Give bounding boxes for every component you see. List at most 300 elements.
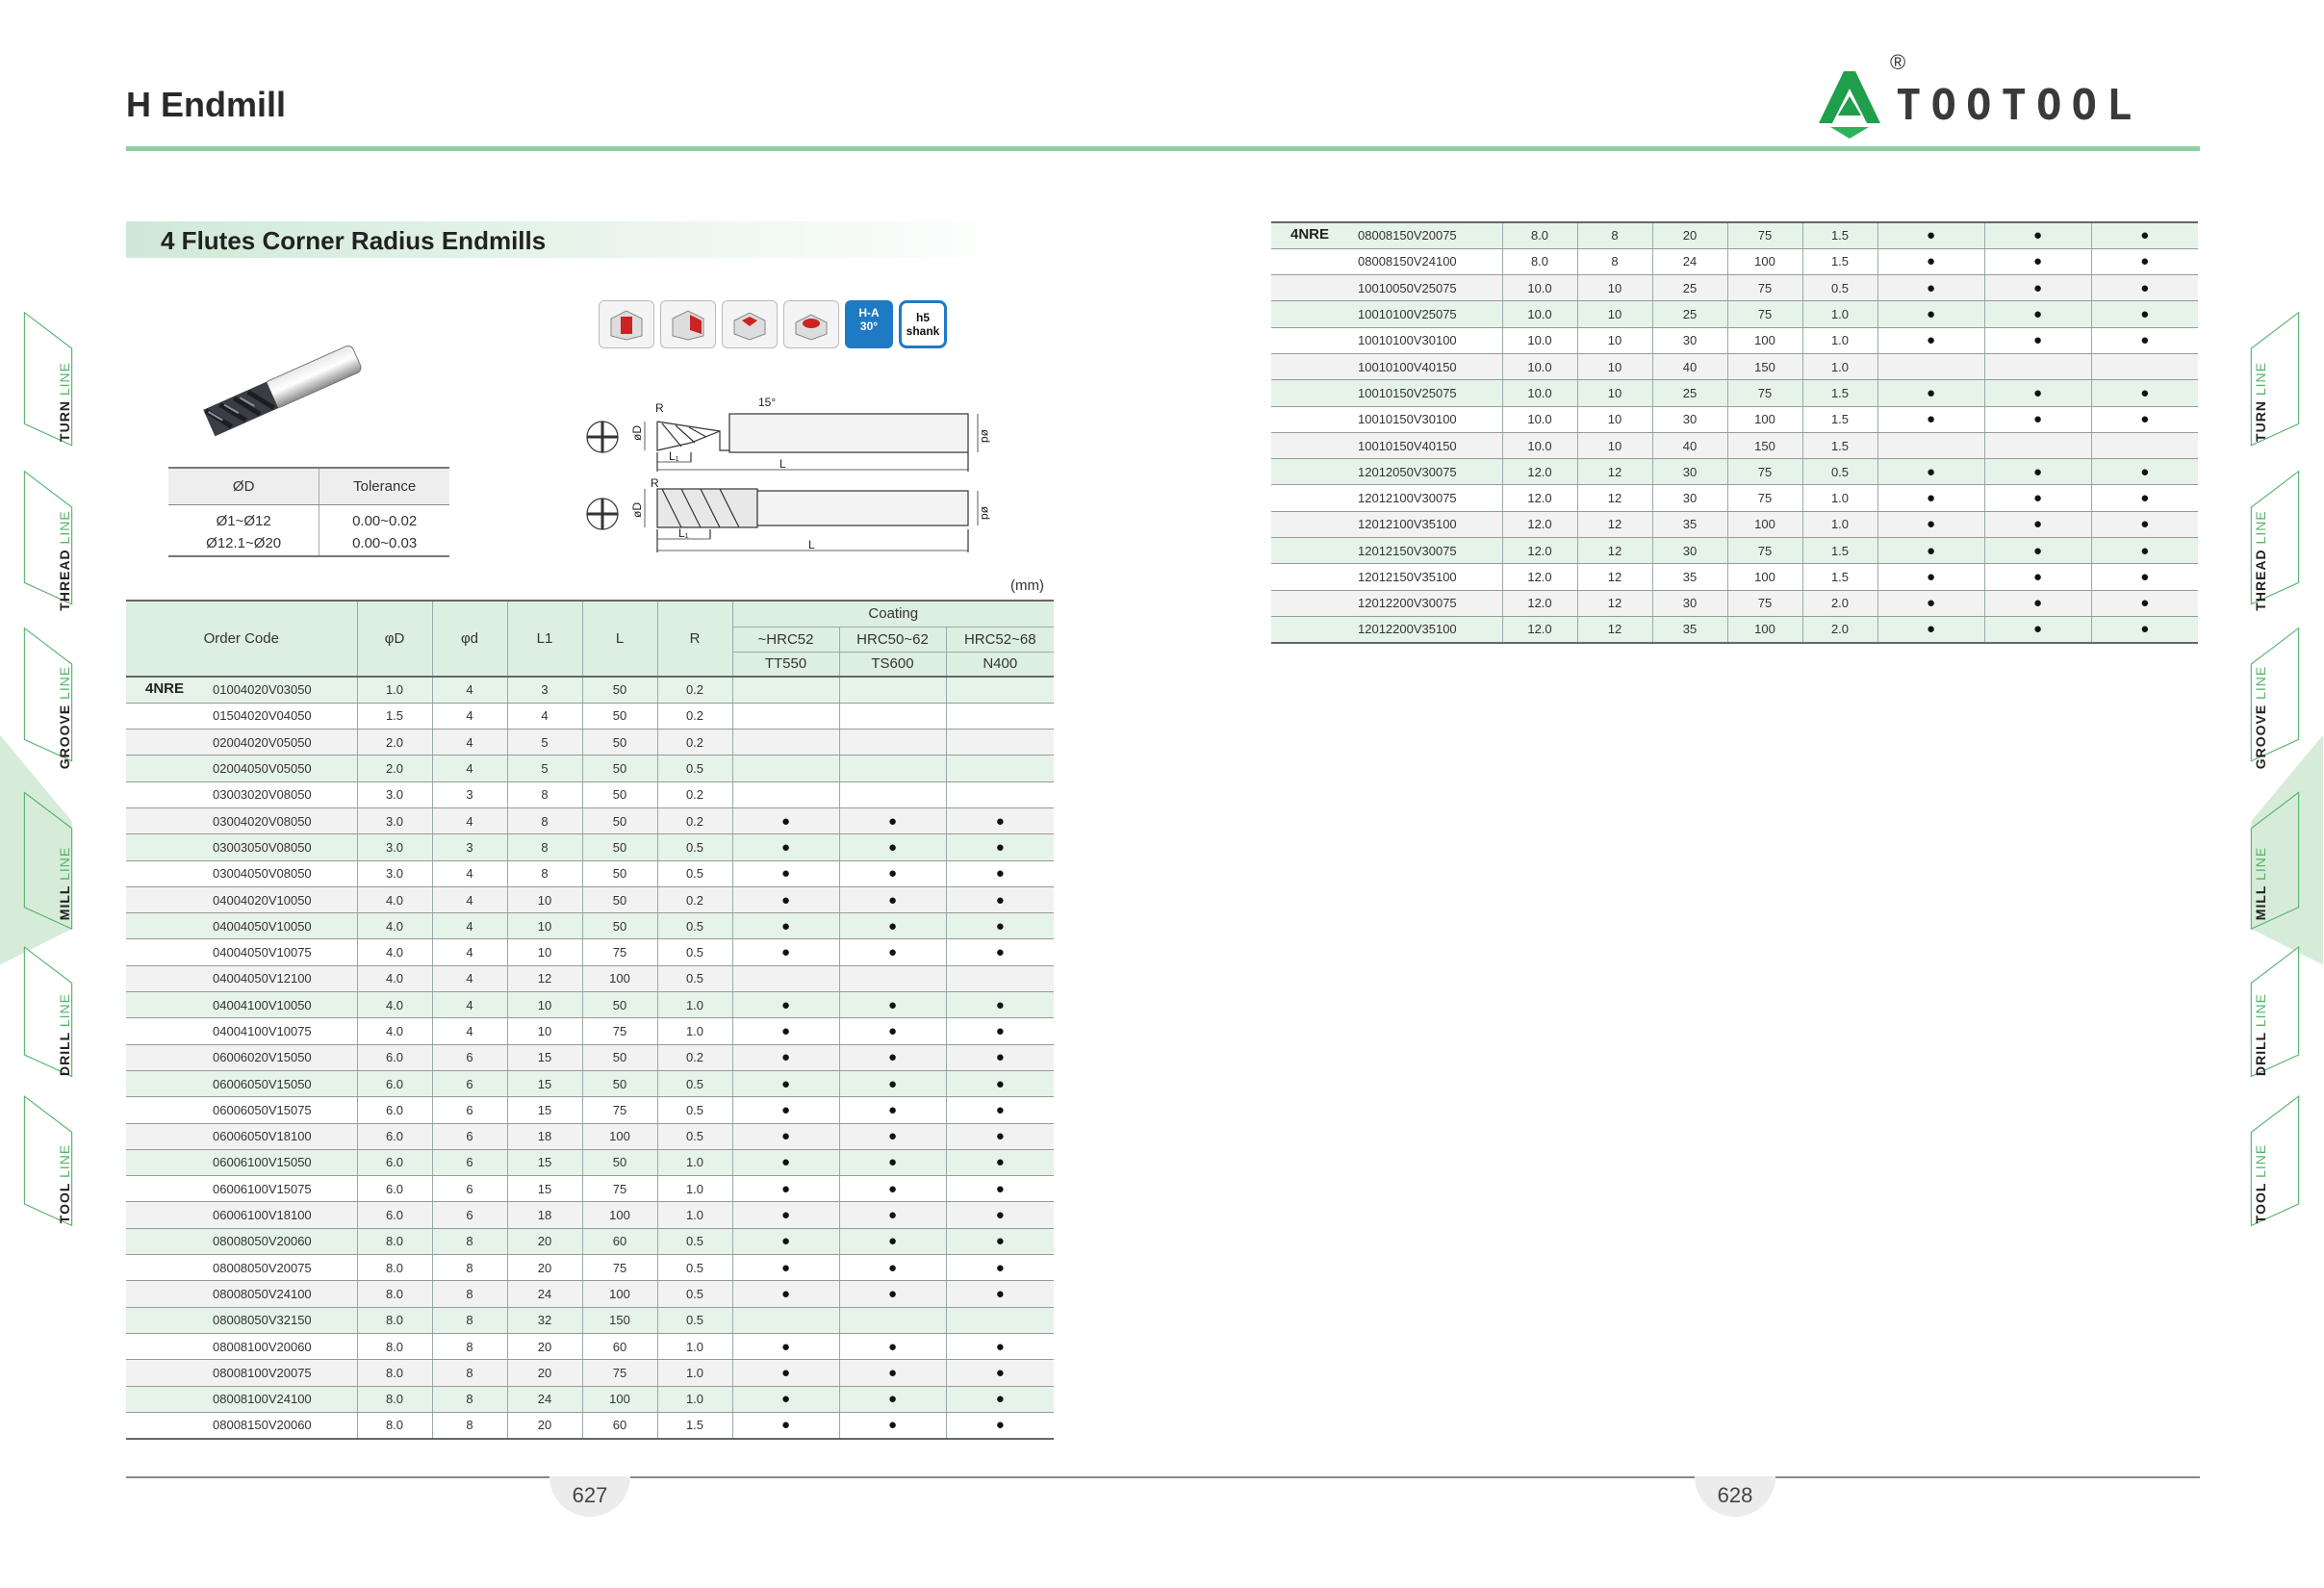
order-code: 12012150V35100: [1358, 570, 1457, 584]
coating-cell: [1984, 511, 2091, 537]
header-grade-3: N400: [946, 652, 1054, 677]
phi-D-cell: 2.0: [357, 730, 432, 756]
table-row: [126, 965, 1054, 991]
header-hrc-1: ~HRC52: [732, 627, 839, 652]
order-code-cell: [126, 965, 357, 991]
table-row: [126, 1255, 1054, 1281]
phi-d-cell: 6: [432, 1097, 507, 1123]
coating-cell: [1877, 459, 1984, 485]
r-cell: 0.2: [657, 807, 732, 833]
side-tab-tool[interactable]: [2227, 1112, 2292, 1256]
l-cell: 50: [582, 1070, 657, 1096]
order-code: 12012200V30075: [1358, 596, 1457, 611]
coating-cell: [946, 781, 1054, 807]
order-code-cell: [126, 1123, 357, 1149]
order-code-cell: [126, 1228, 357, 1254]
availability-dot: ●: [780, 1075, 791, 1092]
coating-cell: [839, 1255, 946, 1281]
l1-cell: 25: [1652, 275, 1727, 301]
availability-dot: ●: [887, 917, 898, 935]
phi-D-cell: 3.0: [357, 807, 432, 833]
availability-dot: ●: [887, 996, 898, 1013]
phi-d-cell: 8: [432, 1360, 507, 1386]
l1-cell: 30: [1652, 485, 1727, 511]
side-tab-line: LINE: [57, 362, 72, 397]
coating-cell: [2091, 406, 2198, 432]
phi-D-cell: 12.0: [1502, 590, 1577, 616]
phi-d-cell: 10: [1577, 327, 1652, 353]
feature-icons: [599, 300, 947, 348]
drawing-l-bottom: L: [808, 538, 815, 551]
availability-dot: ●: [887, 1364, 898, 1381]
order-code-cell: [126, 1202, 357, 1228]
coating-cell: [1984, 485, 2091, 511]
l1-cell: 35: [1652, 511, 1727, 537]
table-row: [1271, 380, 2198, 406]
table-row: [126, 807, 1054, 833]
order-code: 08008150V20075: [1358, 228, 1457, 243]
r-cell: 1.5: [1802, 380, 1877, 406]
coating-cell: [2091, 590, 2198, 616]
coating-cell: [2091, 459, 2198, 485]
coating-cell: [946, 965, 1054, 991]
table-row: [126, 1176, 1054, 1202]
phi-d-cell: 4: [432, 677, 507, 703]
coating-cell: [839, 756, 946, 781]
coating-cell: [1877, 432, 1984, 458]
coating-cell: [839, 1070, 946, 1096]
order-code: 10010050V25075: [1358, 280, 1457, 295]
coating-cell: [839, 1097, 946, 1123]
availability-dot: ●: [780, 865, 791, 883]
coating-cell: [946, 939, 1054, 965]
coating-cell: [946, 860, 1054, 886]
availability-dot: ●: [995, 838, 1005, 856]
side-tab-tool[interactable]: [33, 1112, 98, 1256]
availability-dot: ●: [887, 1391, 898, 1408]
coating-cell: [839, 1307, 946, 1333]
coating-cell: [839, 1123, 946, 1149]
header-grade-2: TS600: [839, 652, 946, 677]
phi-D-cell: 3.0: [357, 781, 432, 807]
spec-table-left: [126, 600, 1054, 1440]
r-cell: 1.0: [657, 1386, 732, 1412]
tolerance-cell: 0.00~0.03: [319, 532, 449, 556]
availability-dot: ●: [995, 1338, 1005, 1355]
availability-dot: ●: [780, 1417, 791, 1434]
order-code: 08008150V24100: [1358, 254, 1457, 269]
r-cell: 0.5: [657, 1228, 732, 1254]
phi-D-cell: 10.0: [1502, 353, 1577, 379]
availability-dot: ●: [2140, 332, 2150, 349]
table-row: [126, 1228, 1054, 1254]
order-code: 04004100V10050: [213, 997, 312, 1012]
l1-cell: 10: [507, 913, 582, 939]
availability-dot: ●: [995, 1391, 1005, 1408]
l-cell: 75: [582, 1018, 657, 1044]
table-row: [126, 834, 1054, 860]
phi-D-cell: 8.0: [357, 1412, 432, 1438]
r-cell: 0.5: [657, 1070, 732, 1096]
order-code-cell: [126, 1149, 357, 1175]
l-cell: 100: [1727, 564, 1802, 590]
availability-dot: ●: [887, 1023, 898, 1039]
r-cell: 0.5: [657, 939, 732, 965]
availability-dot: ●: [887, 838, 898, 856]
drawing-l-top: L: [779, 457, 786, 471]
order-code: 08008100V20060: [213, 1339, 312, 1354]
r-cell: 0.5: [657, 965, 732, 991]
r-cell: 1.0: [1802, 327, 1877, 353]
coating-cell: [732, 1202, 839, 1228]
phi-D-cell: 6.0: [357, 1097, 432, 1123]
availability-dot: ●: [887, 891, 898, 909]
order-code-cell: [1271, 459, 1502, 485]
availability-dot: ●: [1926, 411, 1936, 428]
availability-dot: ●: [887, 1285, 898, 1302]
availability-dot: ●: [780, 1049, 791, 1066]
phi-D-cell: 12.0: [1502, 616, 1577, 642]
l-cell: 100: [1727, 327, 1802, 353]
availability-dot: ●: [1926, 463, 1936, 480]
availability-dot: ●: [2032, 542, 2043, 559]
coating-cell: [946, 1070, 1054, 1096]
coating-cell: [732, 730, 839, 756]
coating-cell: [732, 992, 839, 1018]
availability-dot: ●: [780, 917, 791, 935]
l-cell: 100: [1727, 511, 1802, 537]
coating-cell: [1877, 590, 1984, 616]
phi-d-cell: 3: [432, 781, 507, 807]
l1-cell: 5: [507, 756, 582, 781]
order-code-cell: [1271, 222, 1502, 248]
availability-dot: ●: [887, 1207, 898, 1224]
coating-cell: [839, 1386, 946, 1412]
order-code-cell: [126, 1412, 357, 1438]
r-cell: 0.5: [1802, 459, 1877, 485]
availability-dot: ●: [780, 1154, 791, 1171]
l1-cell: 4: [507, 703, 582, 729]
side-tab-key: GROOVE: [2253, 704, 2268, 770]
tolerance-header-tolerance: Tolerance: [319, 468, 449, 504]
l1-cell: 24: [507, 1281, 582, 1307]
l1-cell: 40: [1652, 353, 1727, 379]
phi-D-cell: 8.0: [357, 1228, 432, 1254]
unit-note: (mm): [1010, 577, 1044, 594]
availability-dot: ●: [2140, 516, 2150, 533]
availability-dot: ●: [780, 1101, 791, 1118]
phi-d-cell: 8: [432, 1333, 507, 1359]
l-cell: 75: [582, 1360, 657, 1386]
order-code-cell: [1271, 616, 1502, 642]
availability-dot: ●: [887, 1338, 898, 1355]
header-grade-1: TT550: [732, 652, 839, 677]
phi-D-cell: 8.0: [1502, 248, 1577, 274]
table-row: [126, 1202, 1054, 1228]
availability-dot: ●: [780, 1259, 791, 1276]
availability-dot: ●: [1926, 253, 1936, 270]
phi-D-cell: 4.0: [357, 992, 432, 1018]
availability-dot: ●: [995, 1101, 1005, 1118]
helix-angle-icon: [845, 300, 893, 348]
header-phi-d: φd: [432, 601, 507, 677]
phi-d-cell: 12: [1577, 564, 1652, 590]
coating-cell: [732, 886, 839, 912]
l-cell: 60: [582, 1412, 657, 1438]
table-row: [126, 1281, 1054, 1307]
l1-cell: 35: [1652, 564, 1727, 590]
side-tab-key: TOOL: [2253, 1182, 2268, 1224]
l1-cell: 20: [507, 1360, 582, 1386]
l1-cell: 5: [507, 730, 582, 756]
coating-cell: [839, 1333, 946, 1359]
coating-cell: [732, 756, 839, 781]
l-cell: 100: [582, 965, 657, 991]
coating-cell: [1984, 538, 2091, 564]
order-code: 08008150V20060: [213, 1418, 312, 1433]
availability-dot: ●: [780, 996, 791, 1013]
header-rule: [126, 146, 2200, 151]
phi-D-cell: 8.0: [1502, 222, 1577, 248]
table-row: [1271, 485, 2198, 511]
coating-cell: [2091, 275, 2198, 301]
drawing-small-d-bottom: ød: [979, 506, 992, 521]
l-cell: 50: [582, 992, 657, 1018]
coating-cell: [839, 860, 946, 886]
helix-angle-value: 30°: [859, 320, 879, 333]
spec-table-right: [1271, 221, 2198, 644]
r-cell: 1.0: [657, 1149, 732, 1175]
l-cell: 50: [582, 677, 657, 703]
table-row: [1271, 222, 2198, 248]
r-cell: 1.0: [657, 1202, 732, 1228]
coating-cell: [732, 834, 839, 860]
coating-cell: [1877, 275, 1984, 301]
availability-dot: ●: [2032, 306, 2043, 323]
table-row: [1271, 511, 2198, 537]
phi-D-cell: 12.0: [1502, 538, 1577, 564]
phi-d-cell: 4: [432, 860, 507, 886]
l1-cell: 10: [507, 939, 582, 965]
l-cell: 75: [582, 1255, 657, 1281]
order-code-cell: [1271, 564, 1502, 590]
phi-d-cell: 8: [432, 1228, 507, 1254]
section-banner: [126, 221, 1021, 258]
header-hrc-2: HRC50~62: [839, 627, 946, 652]
coating-cell: [839, 1228, 946, 1254]
r-cell: 1.5: [657, 1412, 732, 1438]
phi-D-cell: 12.0: [1502, 511, 1577, 537]
phi-D-cell: 8.0: [357, 1281, 432, 1307]
tolerance-cell: Ø12.1~Ø20: [168, 532, 319, 556]
coating-cell: [1877, 222, 1984, 248]
coating-cell: [839, 677, 946, 703]
side-tab-line: LINE: [57, 993, 72, 1028]
pocketing-icon: [783, 300, 839, 348]
coating-cell: [1984, 432, 2091, 458]
order-code: 06006020V15050: [213, 1050, 312, 1065]
r-cell: 1.0: [657, 1333, 732, 1359]
l1-cell: 20: [507, 1333, 582, 1359]
order-code-cell: [126, 860, 357, 886]
side-tab-label: [2246, 1112, 2275, 1256]
order-code-cell: [126, 1333, 357, 1359]
l1-cell: 8: [507, 860, 582, 886]
availability-dot: ●: [2032, 227, 2043, 244]
availability-dot: ●: [995, 917, 1005, 935]
order-code-cell: [1271, 248, 1502, 274]
order-code-cell: [126, 992, 357, 1018]
phi-d-cell: 4: [432, 807, 507, 833]
coating-cell: [946, 1360, 1054, 1386]
drawing-l1-top: L₁: [669, 449, 679, 463]
coating-cell: [1877, 380, 1984, 406]
section-title: 4 Flutes Corner Radius Endmills: [161, 226, 547, 255]
phi-d-cell: 10: [1577, 275, 1652, 301]
coating-cell: [946, 703, 1054, 729]
order-code: 04004050V10050: [213, 918, 312, 934]
phi-d-cell: 6: [432, 1149, 507, 1175]
order-code: 10010100V30100: [1358, 333, 1457, 348]
l-cell: 75: [1727, 275, 1802, 301]
h5-shank-sublabel: shank: [906, 324, 940, 338]
l-cell: 75: [1727, 380, 1802, 406]
l1-cell: 30: [1652, 406, 1727, 432]
l1-cell: 15: [507, 1097, 582, 1123]
availability-dot: ●: [995, 1180, 1005, 1197]
helix-angle-label: H-A: [858, 306, 880, 320]
side-tab-key: TURN: [57, 400, 72, 442]
r-cell: 0.2: [657, 730, 732, 756]
tolerance-table: [168, 467, 449, 557]
coating-cell: [732, 1018, 839, 1044]
phi-d-cell: 8: [432, 1255, 507, 1281]
side-tab-key: DRILL: [57, 1032, 72, 1076]
order-code-cell: [126, 807, 357, 833]
table-row: [126, 1070, 1054, 1096]
availability-dot: ●: [2032, 463, 2043, 480]
coating-cell: [839, 1360, 946, 1386]
l1-cell: 30: [1652, 538, 1727, 564]
r-cell: 1.0: [1802, 511, 1877, 537]
coating-cell: [946, 834, 1054, 860]
availability-dot: ●: [1926, 332, 1936, 349]
r-cell: 0.5: [657, 834, 732, 860]
order-code-cell: [126, 886, 357, 912]
order-code: 10010100V25075: [1358, 307, 1457, 322]
r-cell: 0.5: [1802, 275, 1877, 301]
l-cell: 150: [1727, 432, 1802, 458]
phi-D-cell: 4.0: [357, 913, 432, 939]
order-code-cell: [126, 1255, 357, 1281]
side-tab-key: THREAD: [57, 549, 72, 611]
phi-d-cell: 4: [432, 756, 507, 781]
order-code-cell: [1271, 275, 1502, 301]
side-tab-line: LINE: [2253, 665, 2268, 700]
coating-cell: [1984, 380, 2091, 406]
coating-cell: [839, 886, 946, 912]
l1-cell: 18: [507, 1123, 582, 1149]
side-tab-line: LINE: [2253, 510, 2268, 545]
coating-cell: [1984, 616, 2091, 642]
phi-D-cell: 8.0: [357, 1360, 432, 1386]
availability-dot: ●: [780, 1128, 791, 1145]
series-label: 4NRE: [145, 680, 185, 697]
drawing-r-label-top: R: [655, 401, 664, 415]
coating-cell: [946, 886, 1054, 912]
r-cell: 1.0: [657, 1360, 732, 1386]
table-row: [126, 1386, 1054, 1412]
order-code-cell: [1271, 590, 1502, 616]
order-code-cell: [126, 1044, 357, 1070]
phi-d-cell: 10: [1577, 380, 1652, 406]
availability-dot: ●: [1926, 384, 1936, 401]
phi-D-cell: 12.0: [1502, 564, 1577, 590]
table-row: [126, 1123, 1054, 1149]
l1-cell: 20: [507, 1412, 582, 1438]
coating-cell: [732, 1123, 839, 1149]
coating-cell: [732, 1307, 839, 1333]
l-cell: 100: [1727, 248, 1802, 274]
phi-d-cell: 6: [432, 1070, 507, 1096]
availability-dot: ●: [995, 1259, 1005, 1276]
order-code: 02004050V05050: [213, 761, 312, 777]
phi-d-cell: 10: [1577, 432, 1652, 458]
order-code-cell: [1271, 380, 1502, 406]
table-row: [1271, 459, 2198, 485]
l-cell: 50: [582, 703, 657, 729]
availability-dot: ●: [995, 1207, 1005, 1224]
availability-dot: ●: [2140, 463, 2150, 480]
header-order-code: Order Code: [126, 601, 357, 677]
tolerance-cell: 0.00~0.02: [319, 504, 449, 532]
coating-cell: [1984, 301, 2091, 327]
phi-d-cell: 8: [432, 1281, 507, 1307]
order-code: 08008050V32150: [213, 1313, 312, 1328]
l-cell: 100: [582, 1202, 657, 1228]
coating-cell: [732, 1044, 839, 1070]
availability-dot: ●: [887, 812, 898, 830]
availability-dot: ●: [1926, 621, 1936, 638]
l1-cell: 20: [1652, 222, 1727, 248]
availability-dot: ●: [2032, 595, 2043, 612]
coating-cell: [2091, 432, 2198, 458]
phi-d-cell: 10: [1577, 406, 1652, 432]
coating-cell: [732, 1281, 839, 1307]
coating-cell: [1877, 327, 1984, 353]
phi-d-cell: 4: [432, 730, 507, 756]
availability-dot: ●: [887, 1233, 898, 1250]
table-row: [1271, 327, 2198, 353]
order-code-cell: [126, 1176, 357, 1202]
order-code: 03003020V08050: [213, 787, 312, 803]
side-tab-key: MILL: [57, 884, 72, 921]
coating-cell: [1877, 485, 1984, 511]
order-code: 12012150V30075: [1358, 543, 1457, 558]
table-row: [126, 1307, 1054, 1333]
order-code: 12012100V35100: [1358, 517, 1457, 532]
coating-cell: [1984, 353, 2091, 379]
phi-d-cell: 12: [1577, 616, 1652, 642]
phi-D-cell: 1.5: [357, 703, 432, 729]
side-tab-key: THREAD: [2253, 549, 2268, 611]
phi-D-cell: 6.0: [357, 1044, 432, 1070]
r-cell: 1.5: [1802, 432, 1877, 458]
coating-cell: [839, 1018, 946, 1044]
phi-D-cell: 10.0: [1502, 327, 1577, 353]
face-milling-icon: [722, 300, 778, 348]
coating-cell: [732, 1097, 839, 1123]
